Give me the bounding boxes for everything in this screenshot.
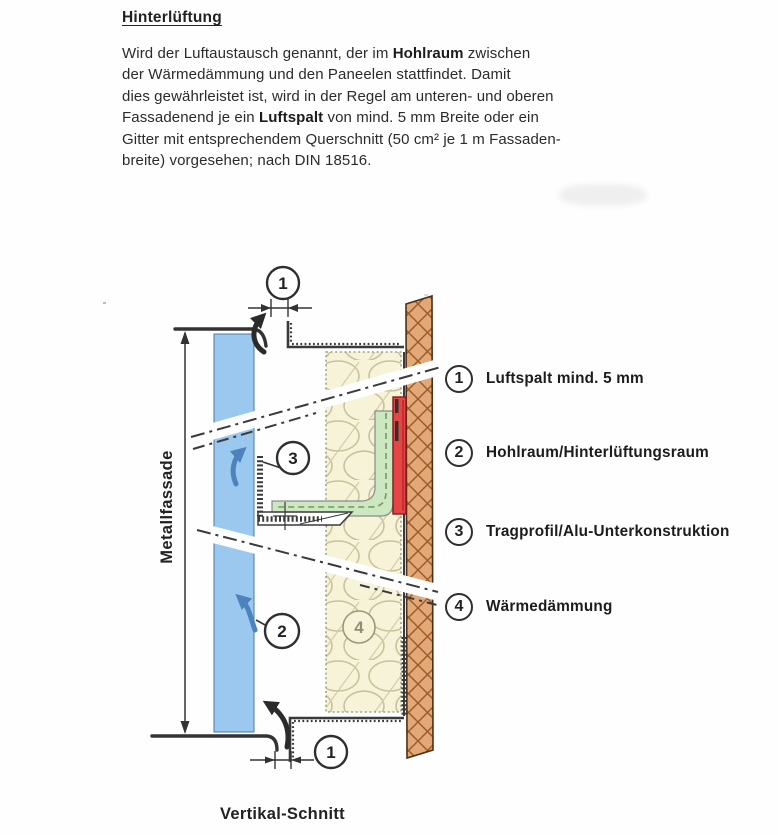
svg-text:4: 4 (354, 618, 364, 637)
legend-label: Hohlraum/Hinterlüftungsraum (486, 444, 709, 461)
scan-artifact (560, 184, 646, 206)
callout-1-bottom (315, 736, 347, 768)
callout-1-top (267, 267, 299, 299)
callout-2 (265, 614, 299, 648)
legend-number-badge: 4 (445, 593, 473, 621)
facade-dimension (181, 331, 190, 734)
paragraph-line: dies gewährleistet ist, wird in der Regel am unteren- und oberen (122, 87, 554, 105)
svg-text:3: 3 (288, 449, 298, 468)
paragraph-line: der Wärmedämmung und den Paneelen stattfindet. Damit (122, 66, 511, 84)
paragraph-line: breite) vorgesehen; nach DIN 18516. (122, 152, 372, 170)
document-title: Hinterlüftung (122, 9, 222, 26)
legend-number-badge: 3 (445, 518, 473, 546)
callout-3 (277, 442, 309, 474)
legend-label: Tragprofil/Alu-Unterkonstruktion (486, 523, 730, 540)
legend-number-badge: 1 (445, 365, 473, 393)
callout-4-insulation (343, 611, 375, 643)
section-caption: Vertikal-Schnitt (220, 805, 345, 823)
svg-text:2: 2 (277, 622, 287, 641)
legend-number-badge: 2 (445, 439, 473, 467)
bottom-flashing (152, 736, 277, 750)
air-gap-dimension-bottom (250, 751, 314, 769)
support-profile-horizontal (258, 512, 352, 525)
legend-item-tragprofil (445, 518, 730, 546)
air-gap-dimension-top (248, 299, 312, 317)
paragraph-line: Gitter mit entsprechendem Querschnitt (50 cm² je 1 m Fassaden- (122, 130, 561, 148)
paragraph-line: Fassadenend je ein Luftspalt von mind. 5 mm Breite oder ein (122, 109, 539, 127)
legend-label: Wärmedämmung (486, 598, 613, 615)
svg-text:1: 1 (278, 274, 288, 293)
legend-label: Luftspalt mind. 5 mm (486, 370, 644, 387)
svg-text:1: 1 (326, 743, 336, 762)
paragraph-line: Wird der Luftaustausch genannt, der im Hohlraum zwischen (122, 45, 531, 62)
legend-item-waermedaemmung (445, 593, 613, 621)
airflow-intake-arrow-icon (268, 704, 288, 747)
scan-artifact (424, 294, 428, 296)
legend-item-hohlraum (445, 439, 709, 467)
legend-item-luftspalt (445, 365, 644, 393)
scan-artifact (103, 302, 106, 304)
facade-axis-label: Metallfassade (158, 450, 176, 564)
insulation-layer (326, 352, 404, 716)
liner-top (288, 321, 404, 347)
anchor-rail (393, 397, 406, 514)
